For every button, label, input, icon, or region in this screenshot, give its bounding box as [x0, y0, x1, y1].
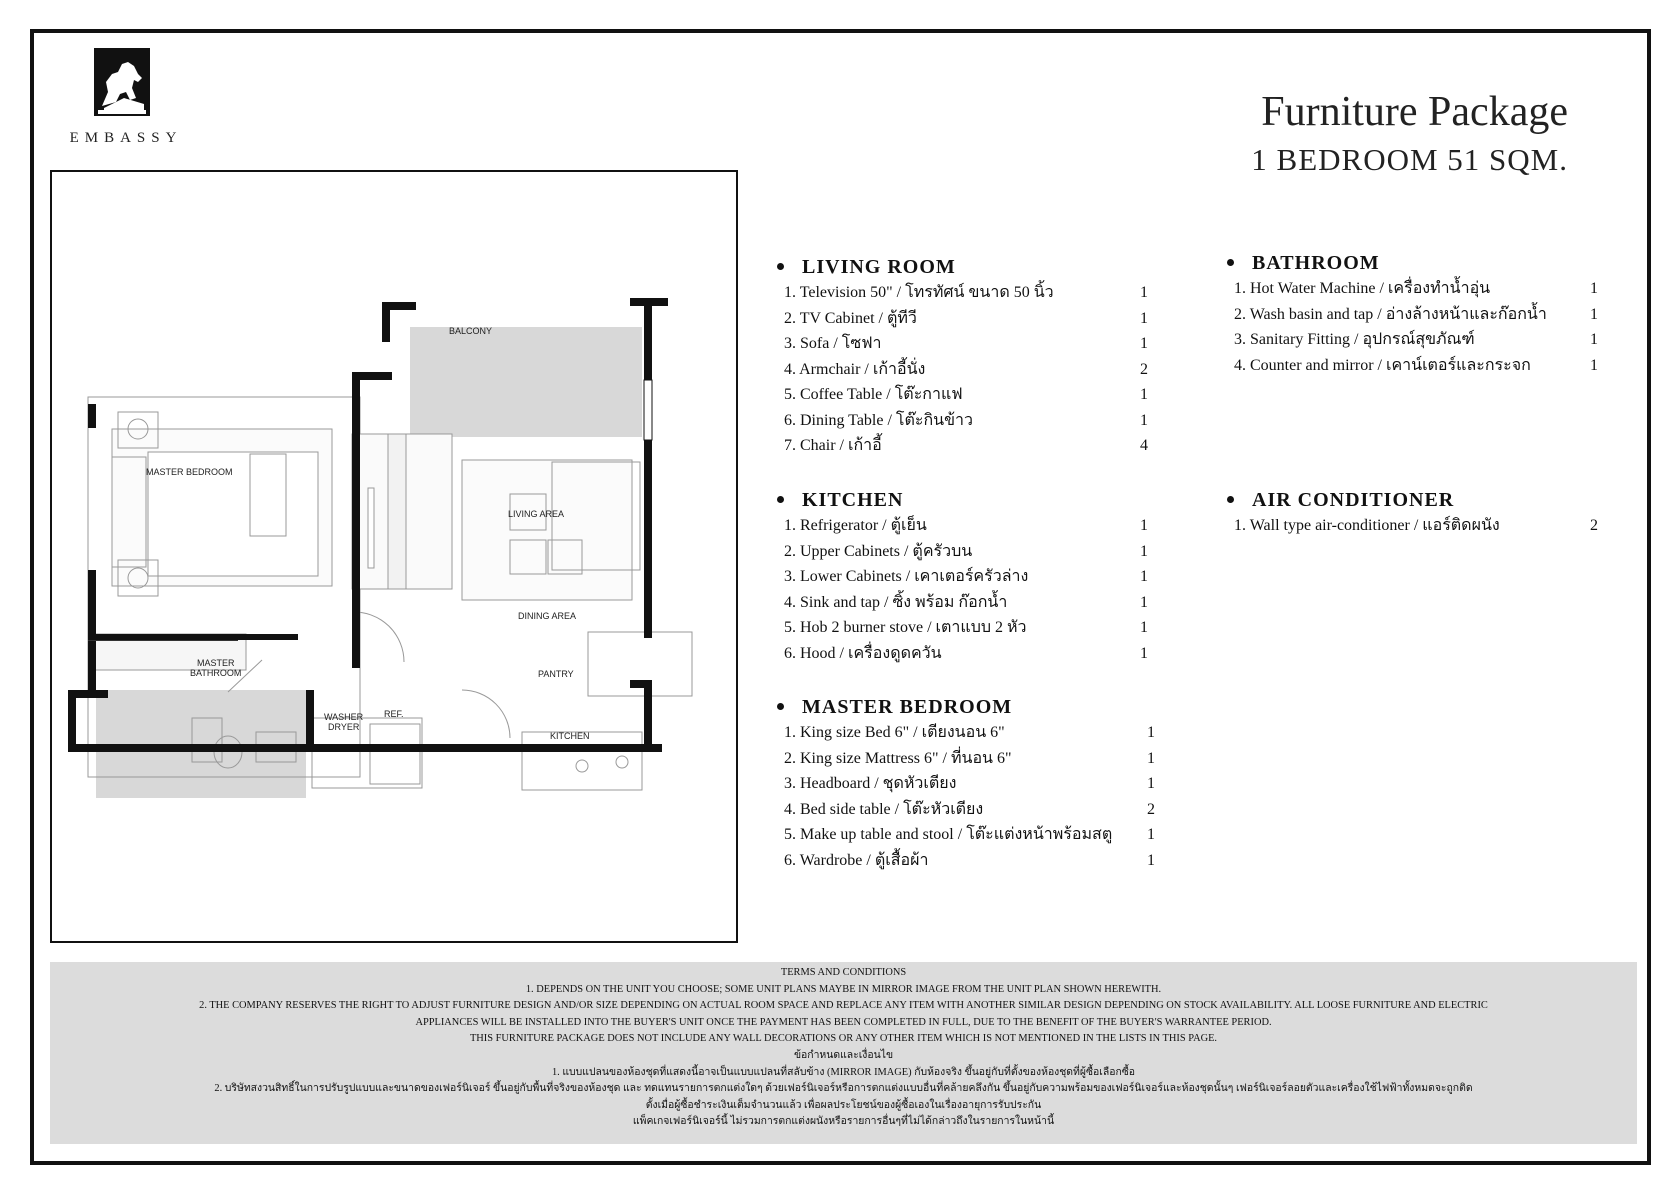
bullet-icon [1227, 496, 1234, 503]
list-item [1227, 302, 1607, 328]
room-balcony: BALCONY [449, 326, 493, 336]
room-kitchen: KITCHEN [550, 731, 590, 741]
item-qty: 1 [1140, 335, 1148, 352]
item-qty: 1 [1590, 280, 1598, 297]
list-item [777, 331, 1157, 357]
item-label: 7. Chair / เก้าอี้ [784, 437, 882, 454]
item-qty: 1 [1147, 826, 1155, 843]
item-qty: 1 [1140, 568, 1148, 585]
list-item [777, 408, 1157, 434]
list-item [777, 720, 1167, 746]
list-item [777, 822, 1167, 848]
list-item [777, 848, 1167, 874]
bullet-icon [777, 263, 784, 270]
section-living-room [777, 254, 1157, 459]
room-dryer: DRYER [328, 722, 360, 732]
item-label: 3. Lower Cabinets / เคาเตอร์ครัวล่าง [784, 568, 1029, 585]
item-qty: 4 [1140, 437, 1148, 454]
item-label: 2. TV Cabinet / ตู้ทีวี [784, 309, 917, 327]
terms-line: THIS FURNITURE PACKAGE DOES NOT INCLUDE ANY WALL DECORATIONS OR ANY OTHER ITEM WHICH IS NOT MENTIONED IN THE LISTS IN THIS PAGE. [469, 1033, 1218, 1045]
room-pantry: PANTRY [538, 669, 574, 679]
section-air-conditioner [1227, 487, 1607, 539]
page-subtitle: 1 BEDROOM 51 SQM. [1251, 142, 1568, 177]
terms-line: TERMS AND CONDITIONS [780, 967, 907, 978]
list-item [777, 306, 1157, 332]
section-title [777, 487, 1157, 513]
item-qty: 1 [1590, 331, 1598, 348]
section-title-text: BATHROOM [1252, 252, 1380, 274]
section-title-text: KITCHEN [802, 489, 904, 511]
bullet-icon [777, 703, 784, 710]
list-item [777, 513, 1157, 539]
list-item [777, 590, 1157, 616]
room-dining-area: DINING AREA [518, 611, 577, 621]
item-qty: 1 [1140, 309, 1148, 327]
bullet-icon [777, 496, 784, 503]
item-qty: 1 [1140, 517, 1148, 534]
terms-line: APPLIANCES WILL BE INSTALLED INTO THE BUYER'S UNIT ONCE THE PAYMENT HAS BEEN COMPLETED IN FULL, DUE TO THE BENEFIT OF THE BUYER'S WARRANTEE PERIOD. [415, 1016, 1272, 1028]
section-kitchen [777, 487, 1157, 666]
terms-line: 2. บริษัทสงวนสิทธิ์ในการปรับรูปแบบและขนาดของเฟอร์นิเจอร์ ขึ้นอยู่กับพื้นที่จริงของห้องชุด และ ทดแทนรายการตกแต่งใดๆ ด้วยเฟอร์นิเจอร์หรือการตกแต่งแบบอื่นที่คล้ายคลึงกัน ขึ้นอยู่กับความพร้อมของเฟอร์นิเจอร์และห้องชุดนั้นๆ เฟอร์นิเจอร์ลอยตัวและเครื่องใช้ไฟฟ้าทั้งหมดจะถูกติด [214, 1083, 1473, 1095]
list-item [777, 433, 1157, 459]
list-item [777, 641, 1157, 667]
floor-plan [50, 170, 738, 943]
item-label: 5. Make up table and stool / โต๊ะแต่งหน้าพร้อมสตู [784, 826, 1113, 843]
list-item [1227, 276, 1607, 302]
section-bathroom [1227, 250, 1607, 378]
list-item [777, 564, 1157, 590]
section-title-text: MASTER BEDROOM [802, 696, 1013, 718]
room-master-bedroom: MASTER BEDROOM [146, 467, 233, 477]
room-master-bathroom-line1: MASTER [197, 658, 235, 668]
item-label: 4. Counter and mirror / เคาน์เตอร์และกระจก [1234, 356, 1531, 374]
terms-line: ข้อกำหนดและเงื่อนไข [793, 1049, 894, 1061]
terms-and-conditions [50, 962, 1637, 1144]
section-title-text: AIR CONDITIONER [1252, 489, 1455, 511]
list-item [777, 746, 1167, 772]
item-label: 4. Bed side table / โต๊ะหัวเตียง [784, 800, 984, 818]
item-qty: 1 [1140, 386, 1148, 403]
list-item [1227, 353, 1607, 379]
item-qty: 1 [1140, 411, 1148, 429]
list-item [777, 382, 1157, 408]
item-qty: 1 [1140, 593, 1148, 611]
item-label: 4. Sink and tap / ซิ้ง พร้อม ก๊อกน้ำ [784, 593, 1008, 611]
item-label: 6. Dining Table / โต๊ะกินข้าว [784, 411, 974, 429]
page-title: Furniture Package [1261, 89, 1568, 135]
room-washer: WASHER [324, 712, 364, 722]
item-qty: 1 [1140, 542, 1148, 560]
list-item [777, 280, 1157, 306]
section-title-text: LIVING ROOM [802, 256, 956, 278]
item-qty: 2 [1140, 360, 1148, 378]
item-label: 2. King size Mattress 6" / ที่นอน 6" [784, 749, 1012, 767]
item-label: 3. Headboard / ชุดหัวเตียง [784, 775, 957, 792]
terms-line: ตั้งเมื่อผู้ซื้อชำระเงินเต็มจำนวนแล้ว เพื่อผลประโยชน์ของผู้ซื้อเองในเรื่องอายุการรับประกัน [645, 1099, 1042, 1111]
section-title [1227, 487, 1607, 513]
list-item [777, 615, 1157, 641]
item-label: 1. Refrigerator / ตู้เย็น [784, 517, 927, 534]
room-master-bathroom-line2: BATHROOM [190, 668, 242, 678]
item-qty: 1 [1147, 775, 1155, 792]
item-label: 1. Television 50" / โทรทัศน์ ขนาด 50 นิ้ว [784, 284, 1054, 301]
floor-plan-drawing [52, 172, 736, 941]
item-qty: 1 [1140, 284, 1148, 301]
item-qty: 1 [1147, 851, 1155, 869]
list-item [777, 771, 1167, 797]
room-ref: REF. [384, 709, 404, 719]
item-label: 6. Wardrobe / ตู้เสื้อผ้า [784, 851, 929, 869]
terms-line: แพ็คเกจเฟอร์นิเจอร์นี้ ไม่รวมการตกแต่งผนังหรือรายการอื่นๆที่ไม่ได้กล่าวถึงในรายการในหน้านี้ [632, 1116, 1055, 1128]
terms-line: 2. THE COMPANY RESERVES THE RIGHT TO ADJUST FURNITURE DESIGN AND/OR SIZE DEPENDING ON ACTUAL ROOM SPACE AND REPLACE ANY ITEM WITH ANOTHER SIMILAR DESIGN DEPENDING ON STOCK AVAILABILITY. ALL LOOSE FURNITURE AND ELECTRIC [199, 1000, 1488, 1012]
section-title [1227, 250, 1607, 276]
list-item [1227, 513, 1607, 539]
item-label: 2. Upper Cabinets / ตู้ครัวบน [784, 542, 973, 560]
section-master-bedroom [777, 694, 1167, 873]
list-item [777, 539, 1157, 565]
balcony-area [410, 327, 642, 437]
item-qty: 2 [1590, 517, 1598, 534]
section-title [777, 254, 1157, 280]
terms-line: 1. DEPENDS ON THE UNIT YOU CHOOSE; SOME UNIT PLANS MAYBE IN MIRROR IMAGE FROM THE UNIT PLAN SHOWN HEREWITH. [525, 983, 1162, 995]
item-label: 5. Hob 2 burner stove / เตาแบบ 2 หัว [784, 619, 1027, 636]
list-item [777, 357, 1157, 383]
terms-line: 1. แบบแปลนของห้องชุดที่แสดงนี้อาจเป็นแบบแปลนที่สลับข้าง (MIRROR IMAGE) กับห้องจริง ขึ้นอยู่กับที่ตั้งของห้องชุดที่ผู้ซื้อเลือกซื้อ [551, 1066, 1136, 1078]
item-label: 1. King size Bed 6" / เตียงนอน 6" [784, 724, 1005, 741]
lion-logo-icon [94, 48, 150, 116]
item-label: 4. Armchair / เก้าอี้นั่ง [784, 360, 926, 378]
item-label: 3. Sanitary Fitting / อุปกรณ์สุขภัณฑ์ [1234, 331, 1475, 348]
bullet-icon [1227, 259, 1234, 266]
document-title [1251, 88, 1568, 178]
item-qty: 1 [1590, 356, 1598, 374]
item-label: 2. Wash basin and tap / อ่างล้างหน้าและก๊อกน้ำ [1234, 305, 1547, 323]
brand-name: EMBASSY [69, 130, 183, 146]
item-qty: 1 [1140, 619, 1148, 636]
item-qty: 1 [1147, 749, 1155, 767]
item-qty: 1 [1147, 724, 1155, 741]
item-qty: 1 [1140, 644, 1148, 662]
item-label: 3. Sofa / โซฟา [784, 335, 882, 352]
item-qty: 2 [1147, 800, 1155, 818]
item-label: 6. Hood / เครื่องดูดควัน [784, 644, 942, 662]
room-living-area: LIVING AREA [508, 509, 565, 519]
item-qty: 1 [1590, 305, 1598, 323]
list-item [1227, 327, 1607, 353]
item-label: 1. Hot Water Machine / เครื่องทำน้ำอุ่น [1234, 280, 1491, 297]
item-label: 5. Coffee Table / โต๊ะกาแฟ [784, 386, 963, 403]
list-item [777, 797, 1167, 823]
item-label: 1. Wall type air-conditioner / แอร์ติดผนัง [1234, 517, 1500, 534]
section-title [777, 694, 1167, 720]
